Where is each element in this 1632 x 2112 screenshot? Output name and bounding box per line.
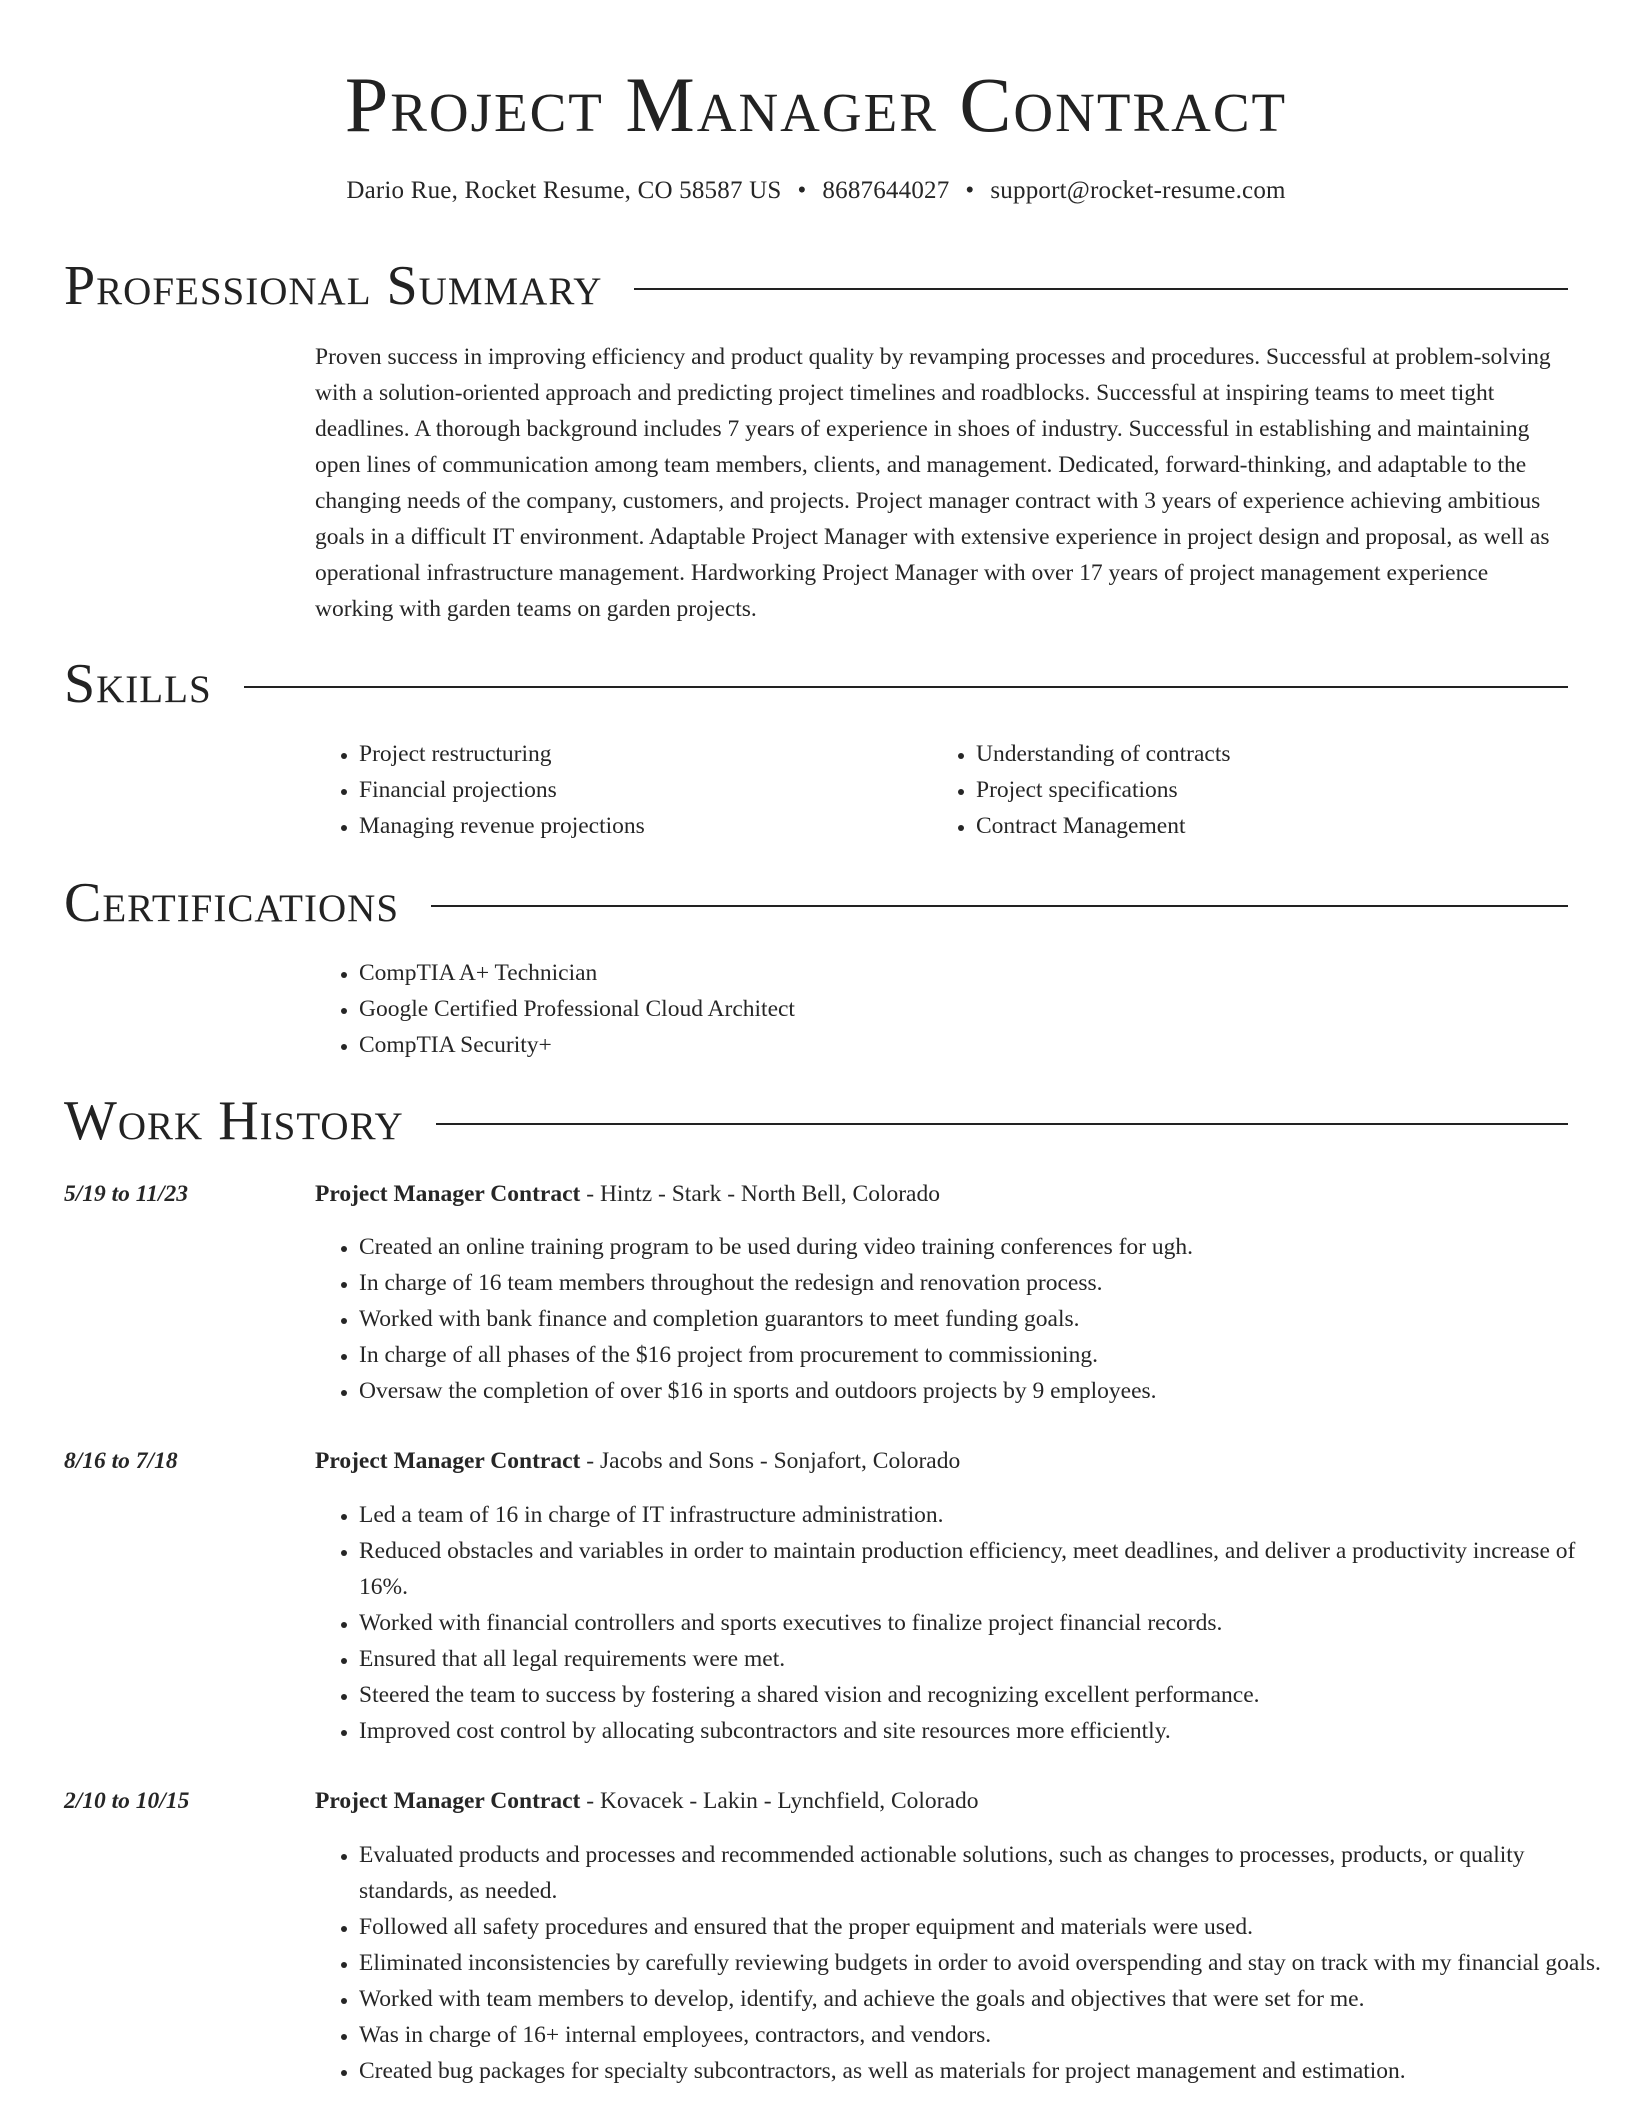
- job-heading: [315, 1176, 940, 1212]
- section-heading-work-history: [64, 1091, 1568, 1151]
- job-company: - Kovacek - Lakin - Lynchfield, Colorado: [580, 1788, 979, 1814]
- job-bullet: • Created an online training program to be used during video training conferences for ugh.: [359, 1229, 1611, 1265]
- skill-item: • Financial projections: [359, 772, 929, 808]
- certification-item: • Google Certified Professional Cloud Architect: [359, 991, 1609, 1027]
- skills-list-left: [315, 736, 929, 844]
- skill-item: • Project specifications: [976, 772, 1606, 808]
- job-bullet: • In charge of 16 team members throughout the redesign and renovation process.: [359, 1265, 1611, 1301]
- section-heading-skills: [64, 654, 1568, 714]
- job-bullet: • Ensured that all legal requirements were met.: [359, 1641, 1611, 1677]
- resume-title: Project Manager Contract: [344, 61, 1288, 148]
- job-bullet: • Worked with bank finance and completion guarantors to meet funding goals.: [359, 1301, 1611, 1337]
- job-bullets: [315, 1497, 1611, 1749]
- section-heading-certifications: [64, 873, 1568, 933]
- certifications-list: [315, 955, 1609, 1063]
- skills-list-right: [932, 736, 1606, 844]
- summary-text: Proven success in improving efficiency and product quality by revamping processes and procedures. Successful at problem-solving with a solution-oriented approach and predicting project timelines and roadblocks. Successful at inspiring teams to meet tight deadlines. A thorough background includes 7 years of experience in shoes of industry. Successful in establishing and maintaining open lines of communication among team members, clients, and management. Dedicated, forward-thinking, and adaptable to the changing needs of the company, customers, and projects. Project manager contract with 3 years of experience achieving ambitious goals in a difficult IT environment. Adaptable Project Manager with extensive experience in project design and proposal, as well as operational infrastructure management. Hardworking Project Manager with over 17 years of project management experience working with garden teams on garden projects.: [315, 344, 1551, 622]
- skill-item: • Contract Management: [976, 808, 1606, 844]
- section-title: Work History: [64, 1090, 404, 1152]
- contact-address: Dario Rue, Rocket Resume, CO 58587 US: [346, 177, 782, 204]
- job-title: Project Manager Contract: [315, 1788, 581, 1814]
- job-company: - Hintz - Stark - North Bell, Colorado: [580, 1181, 940, 1207]
- section-divider: [244, 686, 1568, 688]
- job-bullet: • Created bug packages for specialty subcontractors, as well as materials for project management and estimation.: [359, 2053, 1611, 2089]
- contact-separator: •: [965, 177, 975, 204]
- contact-separator: •: [797, 177, 807, 204]
- job-bullet: • Improved cost control by allocating subcontractors and site resources more efficiently.: [359, 1713, 1611, 1749]
- certification-item: • CompTIA Security+: [359, 1027, 1609, 1063]
- job-bullets: [315, 1229, 1611, 1409]
- job-bullet: • Reduced obstacles and variables in order to maintain production efficiency, meet deadlines, and deliver a productivity increase of 16%.: [359, 1533, 1611, 1605]
- certification-item: • CompTIA A+ Technician: [359, 955, 1609, 991]
- job-bullet: • Was in charge of 16+ internal employees, contractors, and vendors.: [359, 2017, 1611, 2053]
- job-bullet: • Eliminated inconsistencies by carefully reviewing budgets in order to avoid overspending and stay on track with my financial goals.: [359, 1945, 1611, 1981]
- contact-line: [0, 176, 1632, 206]
- job-bullets: [315, 1837, 1611, 2089]
- skill-item: • Managing revenue projections: [359, 808, 929, 844]
- skill-item: • Understanding of contracts: [976, 736, 1606, 772]
- job-bullet: • In charge of all phases of the $16 project from procurement to commissioning.: [359, 1337, 1611, 1373]
- contact-email[interactable]: support@rocket-resume.com: [990, 177, 1286, 204]
- job-dates: 2/10 to 10/15: [64, 1788, 190, 1814]
- job-bullet: • Worked with team members to develop, identify, and achieve the goals and objectives that were set for me.: [359, 1981, 1611, 2017]
- section-title: Skills: [64, 653, 212, 715]
- section-title: Professional Summary: [64, 255, 603, 317]
- job-dates: 8/16 to 7/18: [64, 1448, 178, 1474]
- skill-item: • Project restructuring: [359, 736, 929, 772]
- job-bullet: • Oversaw the completion of over $16 in sports and outdoors projects by 9 employees.: [359, 1373, 1611, 1409]
- section-divider: [431, 905, 1568, 907]
- job-dates: 5/19 to 11/23: [64, 1181, 189, 1207]
- job-title: Project Manager Contract: [315, 1181, 581, 1207]
- contact-phone: 8687644027: [822, 177, 950, 204]
- job-bullet: • Led a team of 16 in charge of IT infrastructure administration.: [359, 1497, 1611, 1533]
- section-divider: [436, 1123, 1568, 1125]
- section-heading-summary: [64, 256, 1568, 316]
- section-divider: [634, 288, 1568, 290]
- section-title: Certifications: [64, 872, 400, 934]
- job-bullet: • Worked with financial controllers and sports executives to finalize project financial records.: [359, 1605, 1611, 1641]
- job-heading: [315, 1783, 978, 1819]
- job-bullet: • Followed all safety procedures and ensured that the proper equipment and materials were used.: [359, 1909, 1611, 1945]
- job-heading: [315, 1443, 960, 1479]
- job-bullet: • Evaluated products and processes and recommended actionable solutions, such as changes to processes, products, or quality standards, as needed.: [359, 1837, 1611, 1909]
- job-title: Project Manager Contract: [315, 1448, 581, 1474]
- job-company: - Jacobs and Sons - Sonjafort, Colorado: [580, 1448, 961, 1474]
- job-bullet: • Steered the team to success by fostering a shared vision and recognizing excellent performance.: [359, 1677, 1611, 1713]
